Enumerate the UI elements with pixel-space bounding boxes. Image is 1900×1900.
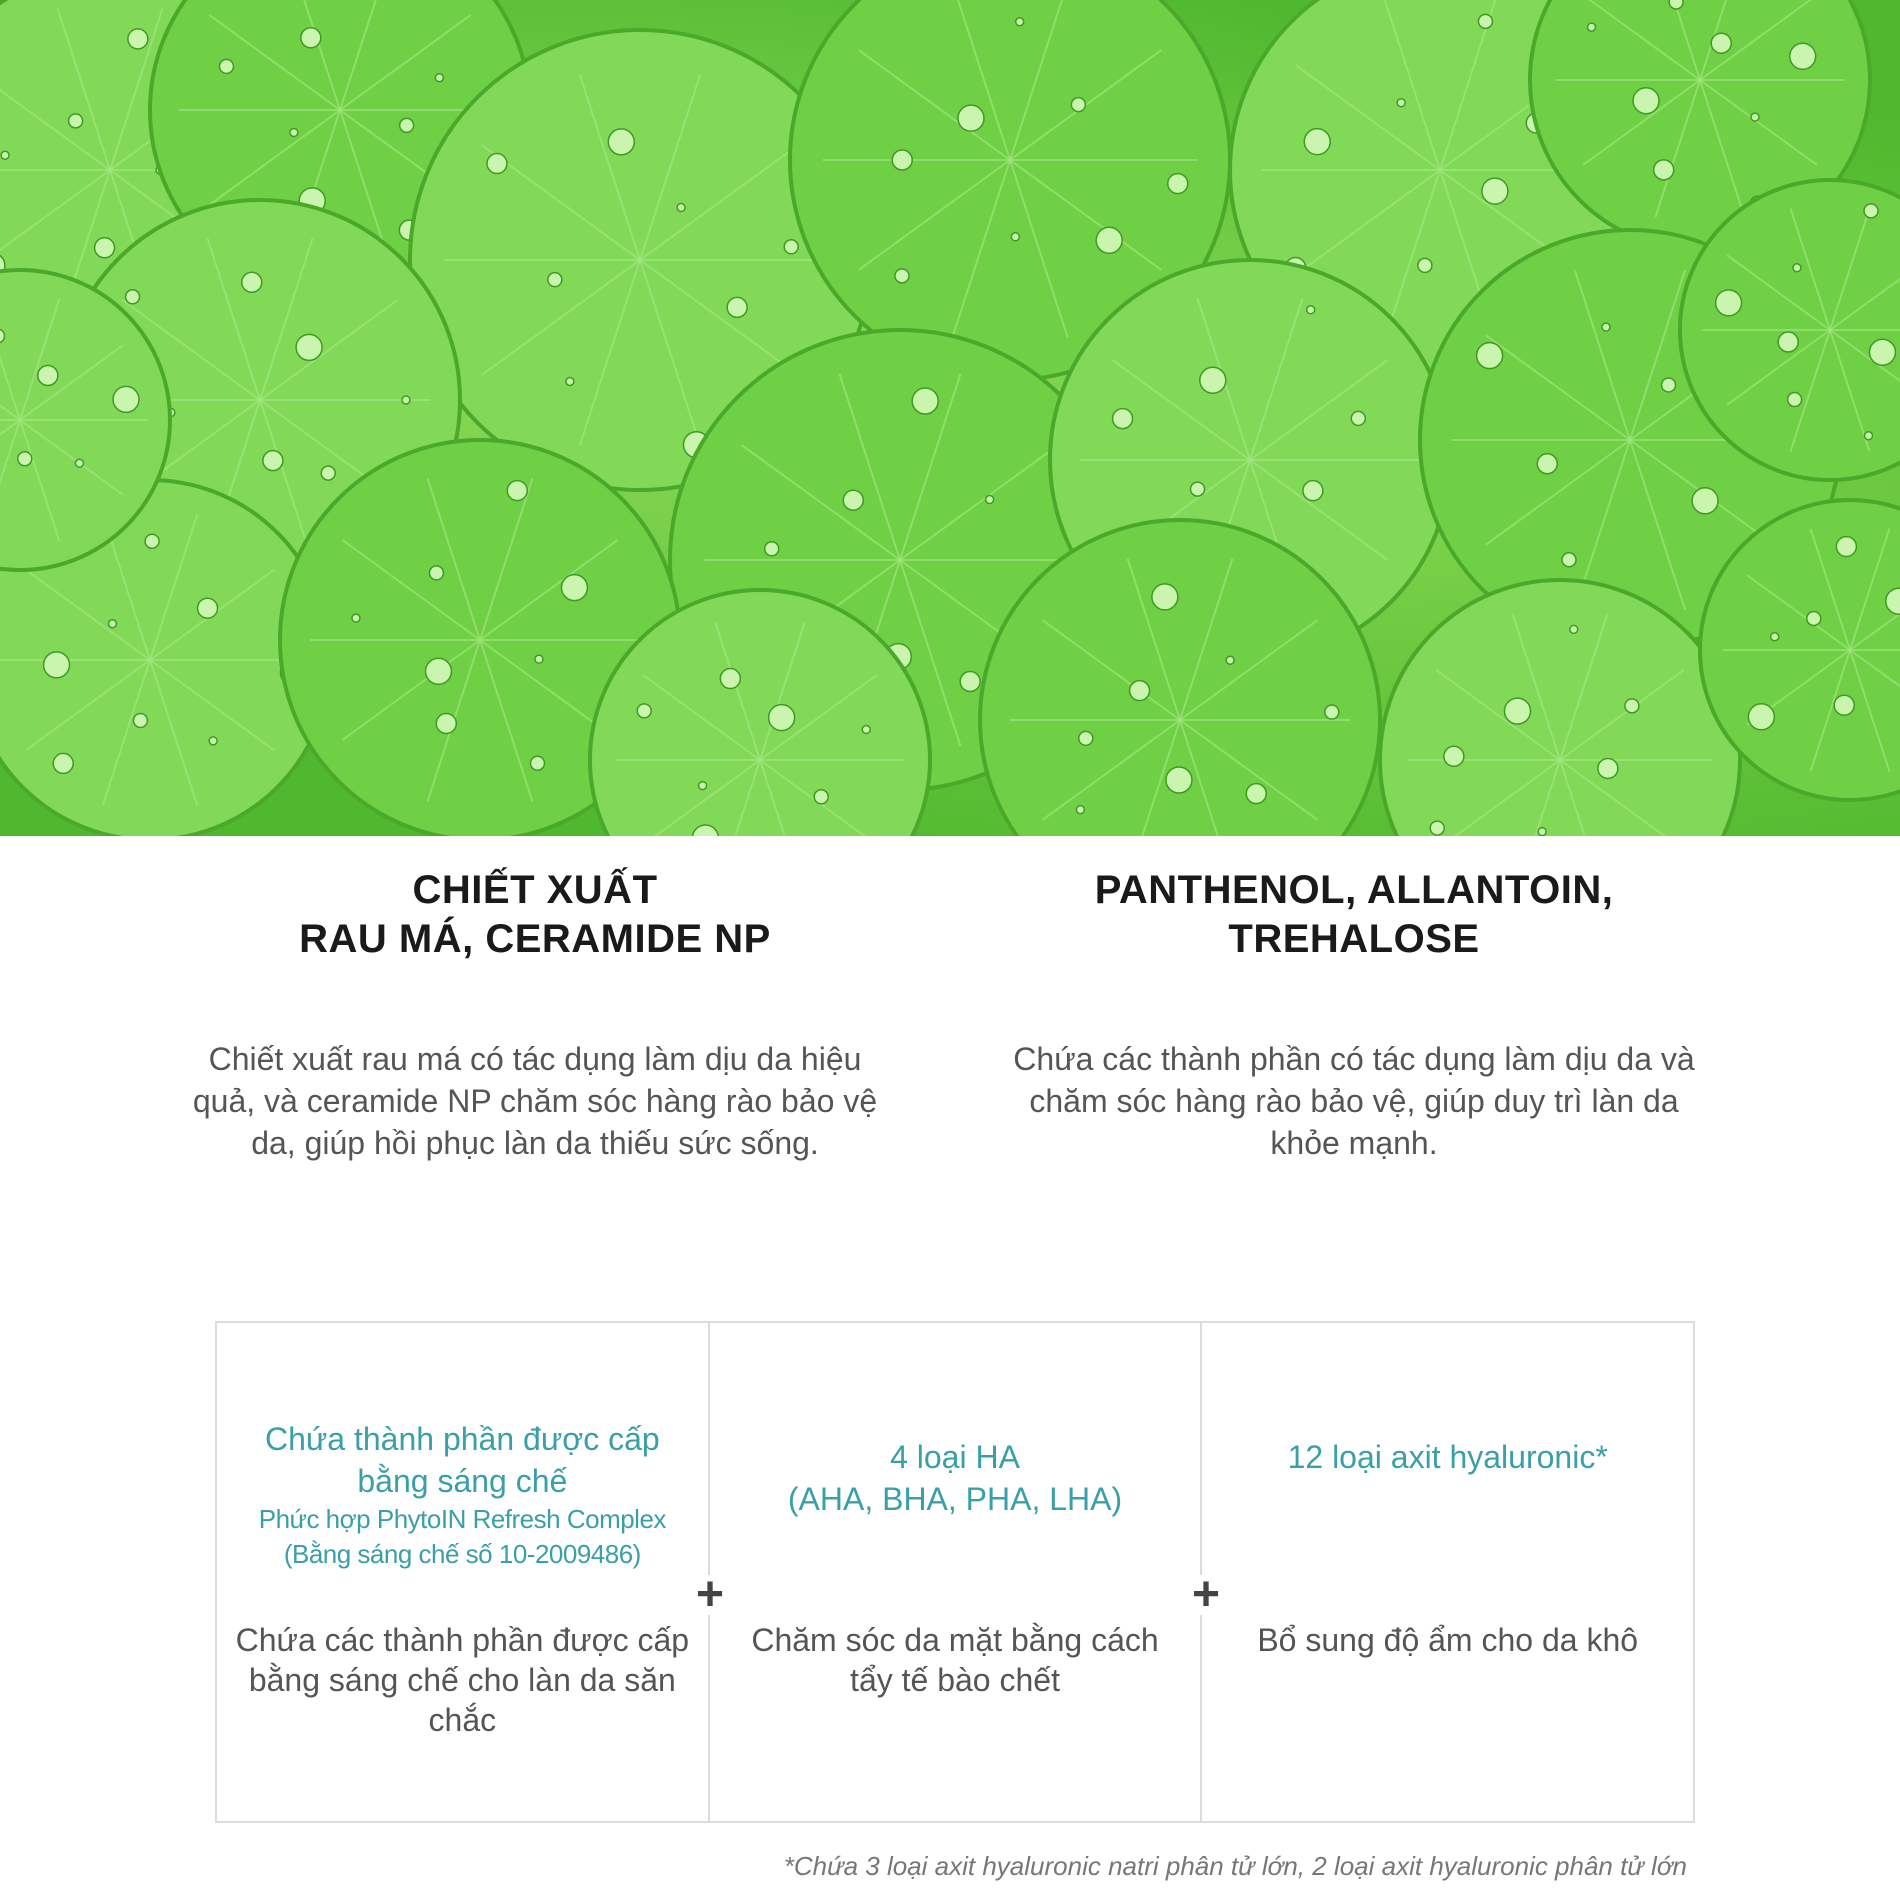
feature-heading-text: 12 loại axit hyaluronic*: [1287, 1439, 1608, 1475]
features-table: [215, 1321, 1695, 1823]
footnote: *Chứa 3 loại axit hyaluronic natri phân tử lớn, 2 loại axit hyaluronic phân tử lớn: [783, 1851, 1687, 1881]
feature-heading: [1202, 1436, 1693, 1478]
feature-heading: [710, 1436, 1201, 1520]
ingredient-title: PANTHENOL, ALLANTOIN, TREHALOSE: [1094, 868, 1614, 961]
ingredient-description: Chiết xuất rau má có tác dụng làm dịu da hiệu quả, và ceramide NP chăm sóc hàng rào bảo vệ da, giúp hồi phục làn da thiếu sức sống.: [192, 1041, 878, 1161]
feature-description: Chăm sóc da mặt bằng cách tẩy tế bào chết: [751, 1622, 1159, 1698]
leaf-droplets-icon: [0, 0, 1900, 836]
feature-hyaluronic: [1200, 1323, 1693, 1821]
plus-icon: +: [1186, 1575, 1226, 1615]
feature-heading-text: 4 loại HA (AHA, BHA, PHA, LHA): [787, 1439, 1123, 1517]
centella-leaves-image: [0, 0, 1900, 836]
ingredient-panthenol: [944, 866, 1764, 1164]
feature-description: Chứa các thành phần được cấp bằng sáng chế cho làn da săn chắc: [235, 1622, 690, 1738]
feature-patented: [217, 1323, 708, 1821]
feature-heading: [217, 1418, 708, 1572]
plus-icon: +: [690, 1575, 730, 1615]
feature-heading-text: Chứa thành phần được cấp bằng sáng chế: [264, 1421, 660, 1499]
ingredient-title: CHIẾT XUẤT RAU MÁ, CERAMIDE NP: [299, 868, 771, 961]
ingredient-description: Chứa các thành phần có tác dụng làm dịu da và chăm sóc hàng rào bảo vệ, giúp duy trì làn da khỏe mạnh.: [1013, 1041, 1695, 1161]
feature-description: Bổ sung độ ẩm cho da khô: [1257, 1622, 1639, 1658]
ingredient-centella: [125, 866, 945, 1164]
feature-subheading: Phức hợp PhytoIN Refresh Complex (Bằng sáng chế số 10-2009486): [258, 1504, 666, 1569]
feature-4-ha: [708, 1323, 1201, 1821]
